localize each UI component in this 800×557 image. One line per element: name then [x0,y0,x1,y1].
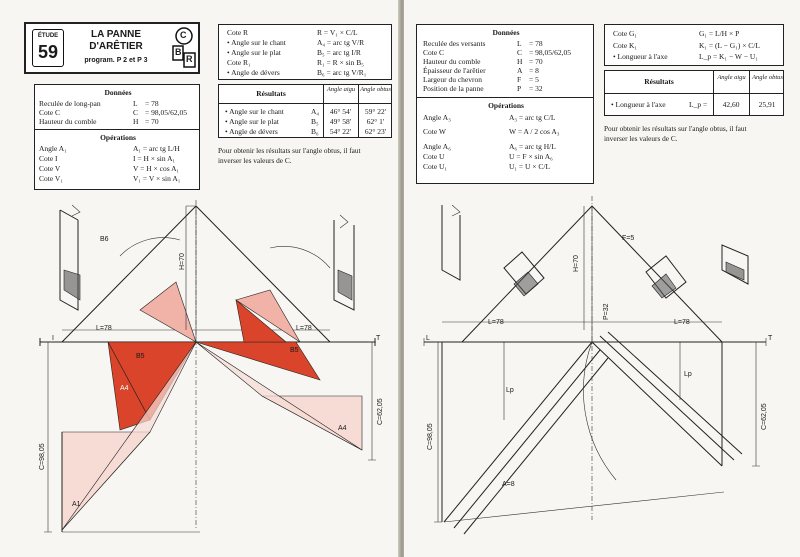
operations-label: Cote I [39,154,58,163]
formula-label: Cote R₁ [227,58,251,67]
resultats-sym: B₆ [311,127,319,136]
note-line1: Pour obtenir les résultats sur l'angle obtus, il faut [218,146,361,155]
resultats-title: Résultats [644,77,674,86]
col-obtus-header: Angle obtus [752,74,783,81]
resultats-sym: A₄ [311,107,320,116]
right-purlin-profile [722,245,748,284]
donnees-title: Données [492,28,520,37]
resultats-aigu: 46° 54' [329,107,352,116]
donnees-val: = 8 [529,66,539,75]
donnees-label: Cote C [39,108,61,117]
pink-triangle [140,282,196,342]
operations-formula: I = H × sin A₁ [133,154,176,163]
dim-C-left: C=98,05 [39,443,46,470]
operations-label: Angle A₆ [423,142,451,151]
purlin-right [646,256,686,298]
donnees-val: = 78 [529,39,543,48]
formula-label: • Angle sur le chant [227,38,286,47]
donnees-label: Reculée de long-pan [39,99,101,108]
operations-formula: V₁ = V × sin A₁ [133,174,181,183]
col-obtus-header: Angle obtus [360,86,391,93]
donnees-sym: C [517,48,523,57]
operations-label: Cote V₁ [39,174,63,183]
resultats-obtus: 62° 23' [364,127,387,136]
formula-label: • Longueur à l'axe [613,52,668,61]
resultats-sym: B₅ [311,117,319,126]
logo-letter-b: B [175,47,182,57]
label-I: I [52,335,54,342]
operations-formula: W = A / 2 cos A₃ [509,127,560,136]
note-line2: inverser les valeurs de C. [218,156,292,165]
donnees-val: = 98,05/62,05 [529,48,571,57]
label-B6: B6 [100,236,109,243]
dim-L-right: L=78 [296,325,312,332]
donnees-val: = 78 [145,99,159,108]
left-purlin-profile [60,205,80,310]
logo-letter-c: C [180,30,187,40]
label-L: L [426,335,430,342]
logo-letter-r: R [186,54,193,64]
operations-label: Cote U₁ [423,162,448,171]
donnees-val: = 70 [529,57,543,66]
label-B5-right: B5 [290,347,299,354]
label-A: A=8 [502,481,515,488]
formula-label: • Angle sur le plat [227,48,281,57]
col-aigu-header: Angle aigu [717,74,746,81]
resultats-label: • Longueur à l'axe [611,100,666,109]
etude-number: 59 [37,42,59,62]
label-A4-right: A4 [338,425,347,432]
formula-expr: A₄ = arc tg V/R [317,38,365,47]
resultats-aigu: 54° 22' [329,127,352,136]
operations-label: Angle A₁ [39,144,67,153]
resultats-label: • Angle sur le chant [225,107,284,116]
note-line2: inverser les valeurs de C. [604,134,678,143]
operations-label: Cote V [39,164,61,173]
donnees-val: = 70 [145,117,159,126]
donnees-label: Hauteur du comble [423,57,481,66]
col-aigu-header: Angle aigu [326,86,356,93]
donnees-label: Reculée des versants [423,39,486,48]
red-triangle [196,342,320,380]
label-B5-left: B5 [136,353,145,360]
resultats-obtus: 59° 22' [364,107,387,116]
etude-label: ÉTUDE [37,33,59,39]
donnees-label: Largeur du chevron [423,75,483,84]
formula-expr: B₅ = arc tg I/R [317,48,361,57]
formula-label: Cote R [227,28,249,37]
resultats-aigu: 49° 58' [329,117,352,126]
operations-title: Opérations [488,101,524,110]
note-line1: Pour obtenir les résultats sur l'angle obtus, il faut [604,124,747,133]
dim-H: H=70 [179,253,186,270]
formula-expr: K₁ = (L − G₁) × C/L [699,41,760,50]
dim-H: H=70 [573,255,580,272]
donnees-sym: F [517,75,522,84]
donnees-sym: P [517,84,522,93]
operations-label: Angle A₃ [423,113,451,122]
right-drawing [404,0,800,557]
formula-expr: B₆ = arc tg V/R₁ [317,68,367,77]
resultats-obtus: 25,91 [758,100,776,109]
resultats-obtus: 62° 1' [366,117,385,126]
resultats-label: • Angle sur le plat [225,117,279,126]
label-A4-left: A4 [120,385,129,392]
dim-L-right: L=78 [674,319,690,326]
operations-formula: A₃ = arc tg C/L [509,113,556,122]
right-page [404,0,800,557]
resultats-aigu: 42,60 [722,100,740,109]
label-F: F=5 [622,235,635,242]
label-T: T [768,335,773,342]
title-line3: program. P 2 et P 3 [84,57,148,64]
donnees-label: Position de la panne [423,84,484,93]
donnees-val: = 32 [529,84,543,93]
donnees-sym: H [517,57,523,66]
dim-L-left: L=78 [96,325,112,332]
operations-formula: U₁ = U × C/L [509,162,551,171]
label-T: T [376,335,381,342]
donnees-label: Cote C [423,48,445,57]
resultats-title: Résultats [256,89,286,98]
left-purlin-profile [442,205,460,280]
label-A1: A1 [72,501,81,508]
donnees-val: = 98,05/62,05 [145,108,187,117]
operations-formula: A₁ = arc tg L/H [133,144,180,153]
formula-label: • Angle de dévers [227,68,280,77]
formula-expr: R = V₁ × C/L [317,28,358,37]
operations-label: Cote U [423,152,445,161]
donnees-title: Données [104,88,132,97]
dim-Lp-left: Lp [506,387,514,394]
operations-formula: U = F × sin A₆ [509,152,553,161]
operations-formula: A₆ = arc tg H/L [509,142,556,151]
dim-C-right: C=62,05 [761,403,768,430]
donnees-sym: L [133,99,138,108]
formula-expr: G₁ = L/H × P [699,29,740,38]
dim-C-left: C=98,05 [427,423,434,450]
operations-label: Cote W [423,127,446,136]
formula-expr: R₁ = R × sin B₅ [317,58,364,67]
donnees-sym: A [517,66,523,75]
operations-title: Opérations [100,133,136,142]
donnees-label: Hauteur du comble [39,117,97,126]
donnees-sym: L [517,39,522,48]
dim-Lp-right: Lp [684,371,692,378]
resultats-label: • Angle de dévers [225,127,278,136]
right-purlin-profile [334,215,354,310]
formula-label: Cote K₁ [613,41,638,50]
dim-L-left: L=78 [488,319,504,326]
donnees-val: = 5 [529,75,539,84]
donnees-sym: C [133,108,139,117]
title-line2: D'ARÊTIER [89,41,143,52]
operations-formula: V = H × cos A₁ [133,164,180,173]
purlin-left [504,252,544,296]
donnees-label: Épaisseur de l'arêtier [423,66,486,75]
resultats-sym: L_p = [689,100,708,109]
formula-expr: L_p = K₁ − W − U₁ [699,52,758,61]
title-line1: LA PANNE [91,29,141,40]
donnees-sym: H [133,117,139,126]
formula-label: Cote G₁ [613,29,638,38]
dim-P: P=32 [603,303,610,320]
dim-C-right: C=62,05 [377,398,384,425]
